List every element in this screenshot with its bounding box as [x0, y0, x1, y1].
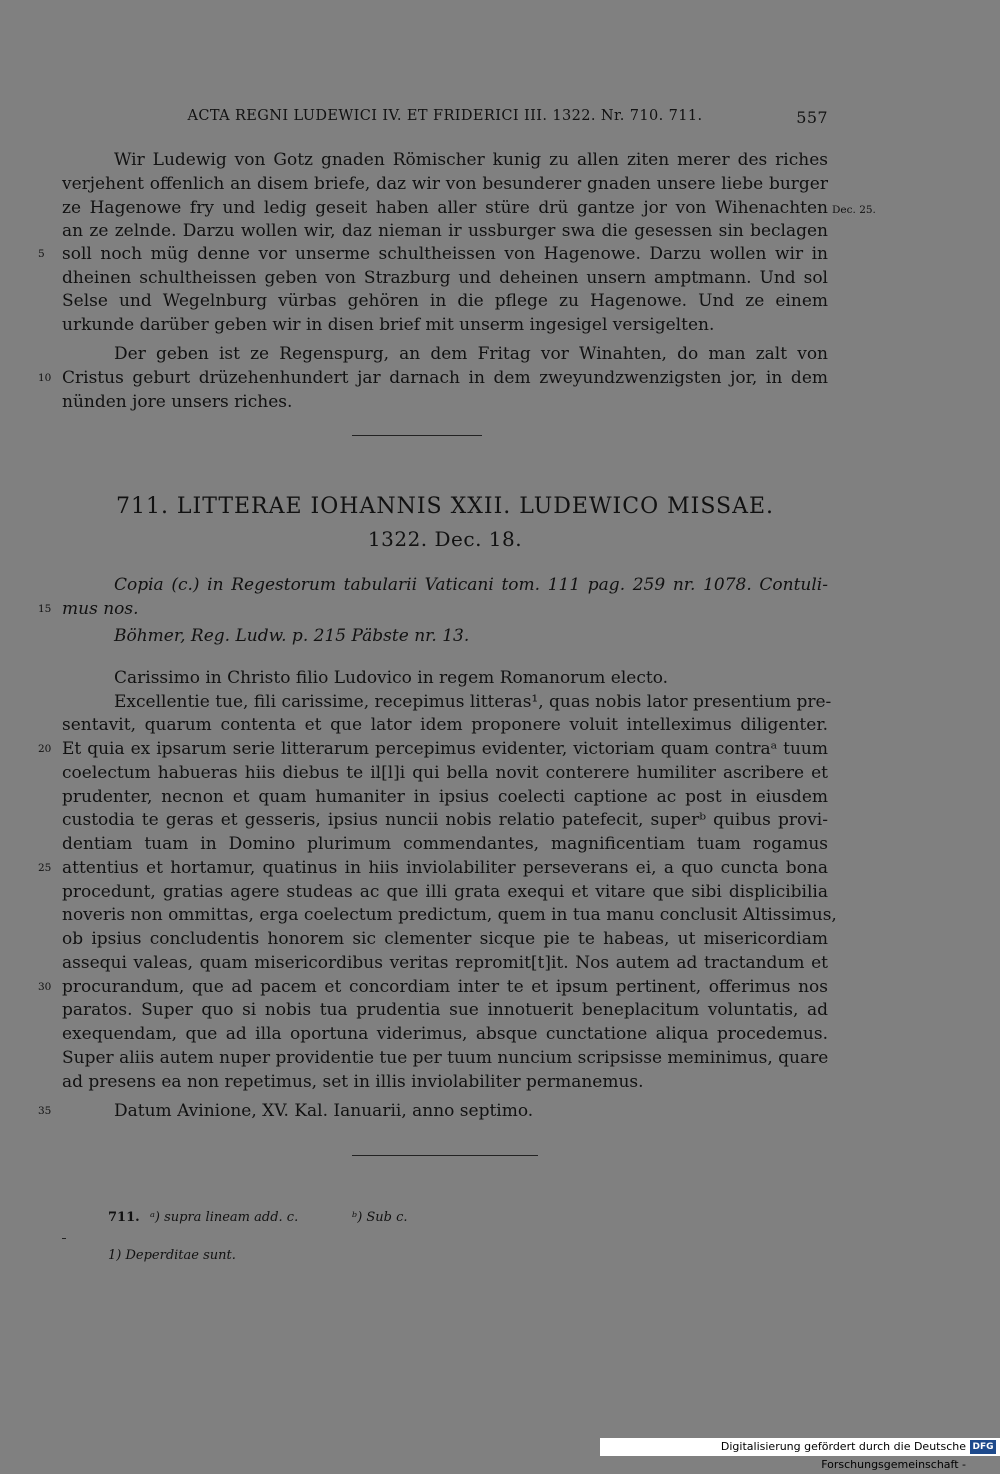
source-line: mus nos. [62, 599, 139, 619]
text-line: sentavit, quarum contenta et que lator idem proponere voluit intelleximus diligenter. [62, 715, 828, 735]
text-line: ob ipsius concludentis honorem sic clementer sicque pie te habeas, ut misericordiam [62, 929, 828, 949]
line-number: 30 [38, 981, 52, 993]
footnote-b: ᵇ) Sub c. [352, 1210, 408, 1225]
text-line: dentiam tuam in Domino plurimum commendantes, magnificentiam tuam rogamus [62, 834, 828, 854]
line-number: 35 [38, 1105, 52, 1117]
footnote-a: ᵃ) supra lineam add. c. [150, 1210, 299, 1225]
text-line: Excellentie tue, fili carissime, recepimus litteras¹, quas nobis lator presentium pre- [114, 692, 832, 712]
text-line: Selse und Wegelnburg vürbas gehören in die pflege zu Hagenowe. Und ze einem [62, 291, 828, 311]
text-line: assequi valeas, quam misericordibus veritas repromit[t]it. Nos autem ad tractandum et [62, 953, 828, 973]
running-title: ACTA REGNI LUDEWICI IV. ET FRIDERICI III. 1322. Nr. 710. 711. [187, 108, 703, 124]
text-line: noveris non ommittas, erga coelectum predictum, quem in tua manu conclusit Altissimus, [62, 905, 837, 925]
text-line: Super aliis autem nuper providentie tue per tuum nuncium scripsisse meminimus, quare [62, 1048, 829, 1068]
text-line: procedunt, gratias agere studeas ac que illi grata exequi et vitare que sibi displicibilia [62, 882, 828, 902]
text-line: attentius et hortamur, quatinus in hiis inviolabiliter perseverans ei, a quo cuncta bona [62, 858, 828, 878]
text-line: soll noch müg denne vor unserme schultheissen von Hagenowe. Darzu wollen wir in [62, 244, 828, 264]
address-line: Carissimo in Christo filio Ludovico in regem Romanorum electo. [114, 668, 669, 688]
line-number: 20 [38, 743, 52, 755]
line-number: 5 [38, 248, 45, 260]
text-line: exequendam, que ad illa oportuna viderimus, absque cunctatione aliqua procedemus. [62, 1024, 828, 1044]
text-line: custodia te geras et gesseris, ipsius nuncii nobis relatio patefecit, superᵇ quibus provi- [62, 810, 828, 830]
text-line: nünden jore unsers riches. [62, 392, 293, 412]
text-line: Der geben ist ze Regenspurg, an dem Fritag vor Winahten, do man zalt von [114, 344, 828, 364]
source-line: Böhmer, Reg. Ludw. p. 215 Päbste nr. 13. [114, 626, 470, 646]
section-divider [352, 1155, 538, 1156]
text-line: Wir Ludewig von Gotz gnaden Römischer kunig zu allen ziten merer des riches [114, 150, 828, 170]
text-line: procurandum, que ad pacem et concordiam inter te et ipsum pertinent, offerimus nos [62, 977, 828, 997]
footnote-1: 1) Deperditae sunt. [108, 1248, 236, 1263]
text-line: ad presens ea non repetimus, set in illis inviolabiliter permanemus. [62, 1072, 644, 1092]
datum-line: Datum Avinione, XV. Kal. Ianuarii, anno septimo. [114, 1101, 534, 1121]
line-number: 25 [38, 862, 52, 874]
text-line: Cristus geburt drüzehenhundert jar darnach in dem zweyundzwenzigsten jor, in dem [62, 368, 828, 388]
text-line: verjehent offenlich an disem briefe, daz wir von besunderer gnaden unsere liebe burger [62, 174, 828, 194]
text-line: an ze zelnde. Darzu wollen wir, daz nieman ir ussburger swa die gesessen sin beclagen [62, 221, 828, 241]
text-line: Et quia ex ipsarum serie litterarum percepimus evidenter, victoriam quam contraᵃ tuum [62, 739, 828, 759]
footnote-ref: 711. [108, 1210, 140, 1225]
dfg-logo-icon: DFG [970, 1440, 996, 1454]
source-line: Copia (c.) in Regestorum tabularii Vaticani tom. 111 pag. 259 nr. 1078. Contuli- [114, 575, 828, 595]
text-line: urkunde darüber geben wir in disen brief mit unserm ingesigel versigelten. [62, 315, 715, 335]
line-number: 10 [38, 372, 52, 384]
page-number: 557 [796, 108, 828, 127]
section-divider [352, 435, 482, 436]
document-title: 711. LITTERAE IOHANNIS XXII. LUDEWICO MISSAE. [115, 494, 775, 519]
text-line: ze Hagenowe fry und ledig geseit haben aller stüre drü gantze jor von Wihenachten [62, 198, 828, 218]
dfg-footer: Digitalisierung gefördert durch die Deutsche Forschungsgemeinschaft - [600, 1438, 1000, 1456]
text-line: coelectum habueras hiis diebus te il[l]i qui bella novit conterere humiliter ascribere et [62, 763, 828, 783]
footnote-mark [62, 1238, 66, 1239]
document-date: 1322. Dec. 18. [367, 527, 523, 551]
text-line: paratos. Super quo si nobis tua prudentia sue innotuerit beneplacitum voluntatis, ad [62, 1000, 828, 1020]
text-line: dheinen schultheissen geben von Strazburg und deheinen unsern amptmann. Und sol [62, 268, 828, 288]
page-header [62, 108, 828, 132]
line-number: 15 [38, 603, 52, 615]
text-line: prudenter, necnon et quam humaniter in ipsius coelecti captione ac post in eiusdem [62, 787, 828, 807]
margin-date: Dec. 25. [832, 204, 876, 216]
